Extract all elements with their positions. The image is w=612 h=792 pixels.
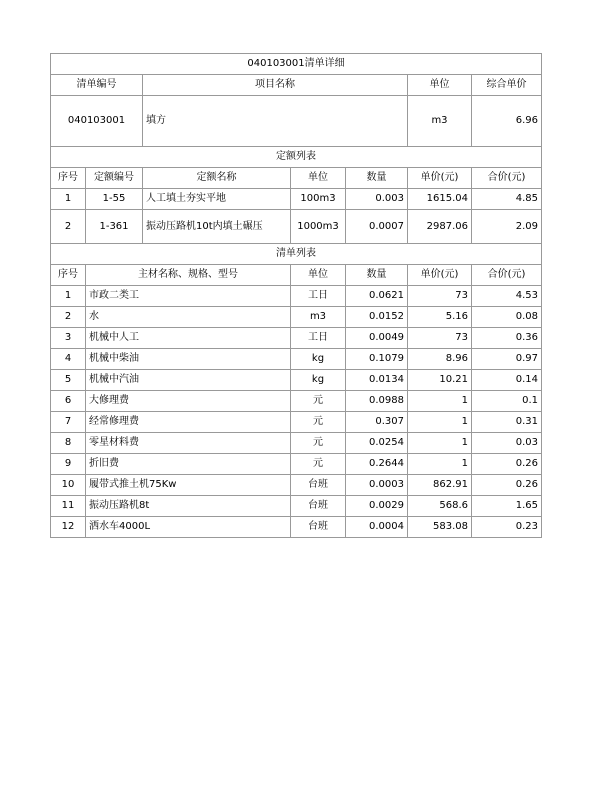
material-total: 0.97: [472, 349, 542, 370]
item-unit: m3: [408, 96, 472, 147]
material-row: [51, 475, 542, 496]
material-price: 73: [408, 328, 472, 349]
material-col-unit: 单位: [291, 265, 346, 286]
material-total: 0.36: [472, 328, 542, 349]
quota-price: 2987.06: [408, 210, 472, 244]
material-price: 583.08: [408, 517, 472, 538]
material-no: 3: [51, 328, 86, 349]
material-name: 振动压路机8t: [86, 496, 291, 517]
material-unit: 台班: [291, 496, 346, 517]
material-name: 折旧费: [86, 454, 291, 475]
material-total: 0.26: [472, 475, 542, 496]
bill-detail-table: [50, 53, 542, 538]
material-price: 568.6: [408, 496, 472, 517]
material-unit: 工日: [291, 286, 346, 307]
quota-col-unit: 单位: [291, 168, 346, 189]
material-name: 市政二类工: [86, 286, 291, 307]
material-price: 10.21: [408, 370, 472, 391]
item-code: 040103001: [51, 96, 143, 147]
quota-name: 振动压路机10t内填土碾压: [143, 210, 291, 244]
material-row: [51, 328, 542, 349]
item-name: 填方: [143, 96, 408, 147]
sheet-title: 040103001清单详细: [51, 54, 542, 75]
header-name: 项目名称: [143, 75, 408, 96]
material-row: [51, 433, 542, 454]
material-price: 5.16: [408, 307, 472, 328]
quota-qty: 0.0007: [346, 210, 408, 244]
material-qty: 0.0029: [346, 496, 408, 517]
material-qty: 0.0254: [346, 433, 408, 454]
material-no: 1: [51, 286, 86, 307]
material-price: 1: [408, 433, 472, 454]
material-name: 机械中汽油: [86, 370, 291, 391]
material-unit: 元: [291, 391, 346, 412]
material-row: [51, 517, 542, 538]
material-no: 9: [51, 454, 86, 475]
material-unit: m3: [291, 307, 346, 328]
material-qty: 0.1079: [346, 349, 408, 370]
material-unit: kg: [291, 370, 346, 391]
material-qty: 0.0134: [346, 370, 408, 391]
material-row: [51, 370, 542, 391]
material-row: [51, 349, 542, 370]
quota-col-total: 合价(元): [472, 168, 542, 189]
material-row: [51, 391, 542, 412]
material-no: 2: [51, 307, 86, 328]
quota-no: 1: [51, 189, 86, 210]
material-no: 10: [51, 475, 86, 496]
material-col-no: 序号: [51, 265, 86, 286]
material-col-price: 单价(元): [408, 265, 472, 286]
material-name: 机械中柴油: [86, 349, 291, 370]
material-qty: 0.0621: [346, 286, 408, 307]
material-total: 0.23: [472, 517, 542, 538]
material-unit: 元: [291, 412, 346, 433]
quota-total: 2.09: [472, 210, 542, 244]
material-col-name: 主材名称、规格、型号: [86, 265, 291, 286]
material-name: 洒水车4000L: [86, 517, 291, 538]
item-price: 6.96: [472, 96, 542, 147]
material-no: 5: [51, 370, 86, 391]
header-unit: 单位: [408, 75, 472, 96]
material-total: 0.14: [472, 370, 542, 391]
material-name: 履带式推土机75Kw: [86, 475, 291, 496]
header-price: 综合单价: [472, 75, 542, 96]
quota-name: 人工填土夯实平地: [143, 189, 291, 210]
quota-no: 2: [51, 210, 86, 244]
material-price: 1: [408, 412, 472, 433]
material-no: 8: [51, 433, 86, 454]
material-unit: 工日: [291, 328, 346, 349]
quota-qty: 0.003: [346, 189, 408, 210]
quota-total: 4.85: [472, 189, 542, 210]
material-price: 1: [408, 454, 472, 475]
material-col-total: 合价(元): [472, 265, 542, 286]
material-total: 0.08: [472, 307, 542, 328]
material-total: 0.1: [472, 391, 542, 412]
material-unit: 元: [291, 433, 346, 454]
material-unit: kg: [291, 349, 346, 370]
quota-unit: 1000m3: [291, 210, 346, 244]
material-qty: 0.0049: [346, 328, 408, 349]
material-qty: 0.0988: [346, 391, 408, 412]
material-price: 862.91: [408, 475, 472, 496]
material-total: 0.31: [472, 412, 542, 433]
material-no: 12: [51, 517, 86, 538]
quota-price: 1615.04: [408, 189, 472, 210]
material-row: [51, 454, 542, 475]
quota-col-name: 定额名称: [143, 168, 291, 189]
material-qty: 0.307: [346, 412, 408, 433]
material-col-qty: 数量: [346, 265, 408, 286]
material-qty: 0.0003: [346, 475, 408, 496]
material-name: 水: [86, 307, 291, 328]
material-unit: 台班: [291, 475, 346, 496]
quota-section-title: 定额列表: [51, 147, 542, 168]
quota-unit: 100m3: [291, 189, 346, 210]
material-no: 7: [51, 412, 86, 433]
quota-col-code: 定额编号: [86, 168, 143, 189]
material-name: 零星材料费: [86, 433, 291, 454]
material-price: 73: [408, 286, 472, 307]
quota-row: [51, 189, 542, 210]
quota-col-no: 序号: [51, 168, 86, 189]
material-name: 大修理费: [86, 391, 291, 412]
header-code: 清单编号: [51, 75, 143, 96]
quota-col-price: 单价(元): [408, 168, 472, 189]
material-no: 11: [51, 496, 86, 517]
material-unit: 元: [291, 454, 346, 475]
material-row: [51, 286, 542, 307]
material-name: 经常修理费: [86, 412, 291, 433]
material-row: [51, 412, 542, 433]
material-total: 0.03: [472, 433, 542, 454]
material-total: 1.65: [472, 496, 542, 517]
quota-row: [51, 210, 542, 244]
material-unit: 台班: [291, 517, 346, 538]
material-row: [51, 496, 542, 517]
material-total: 0.26: [472, 454, 542, 475]
quota-col-qty: 数量: [346, 168, 408, 189]
material-qty: 0.2644: [346, 454, 408, 475]
material-no: 6: [51, 391, 86, 412]
material-no: 4: [51, 349, 86, 370]
material-price: 8.96: [408, 349, 472, 370]
material-qty: 0.0152: [346, 307, 408, 328]
material-qty: 0.0004: [346, 517, 408, 538]
quota-code: 1-55: [86, 189, 143, 210]
material-name: 机械中人工: [86, 328, 291, 349]
material-section-title: 清单列表: [51, 244, 542, 265]
material-row: [51, 307, 542, 328]
material-price: 1: [408, 391, 472, 412]
material-total: 4.53: [472, 286, 542, 307]
quota-code: 1-361: [86, 210, 143, 244]
